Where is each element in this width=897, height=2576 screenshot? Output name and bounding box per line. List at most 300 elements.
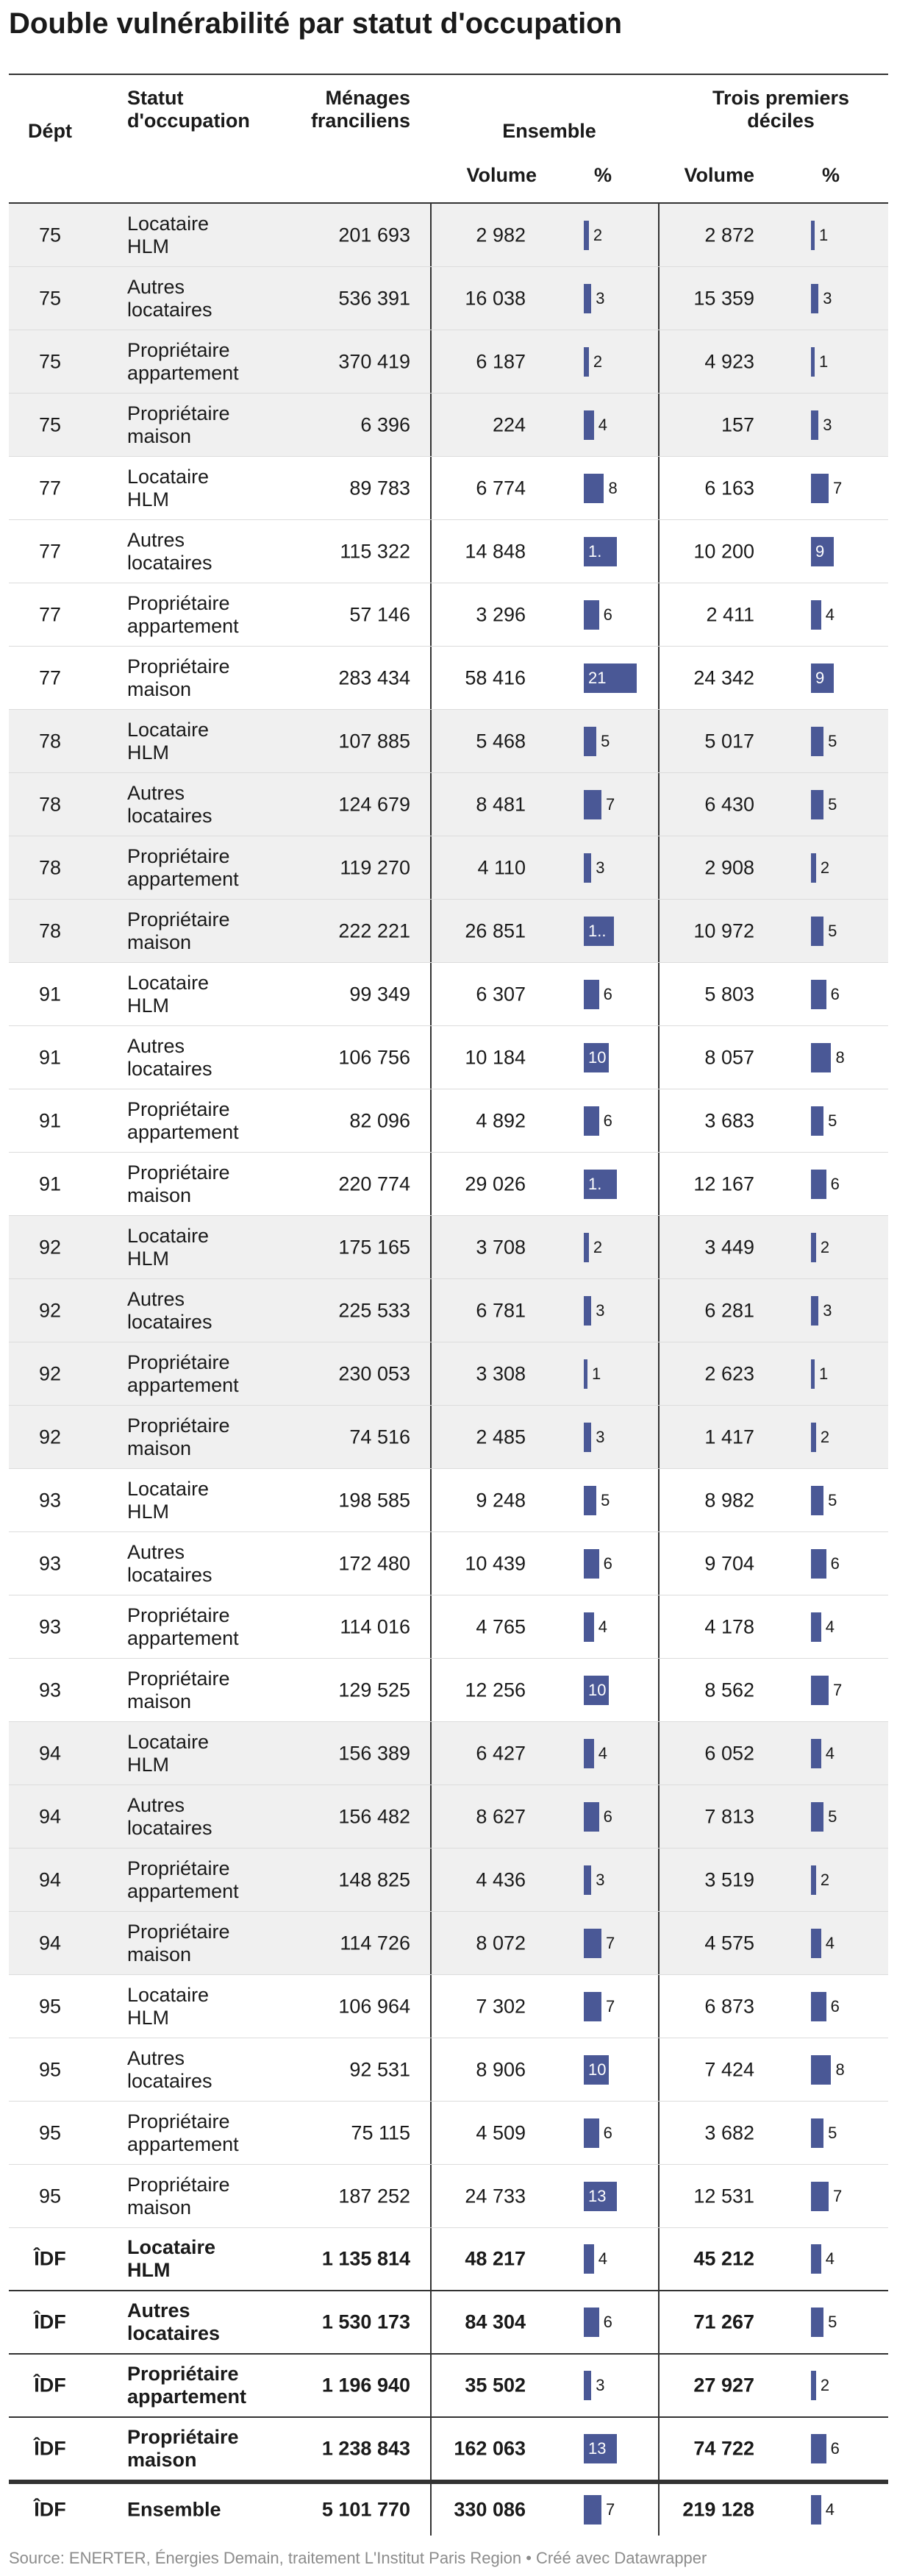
table-row <box>9 1849 888 1912</box>
pct-ensemble-label: 10 <box>588 2060 607 2079</box>
column-separator <box>430 1342 432 1405</box>
pct-deciles-bar <box>811 284 818 313</box>
pct-deciles-bar <box>811 1106 823 1136</box>
cell-statut-line: maison <box>127 677 192 700</box>
column-separator <box>430 520 432 583</box>
cell-statut-line: appartement <box>127 361 239 384</box>
cell-dept: ÎDF <box>34 2310 66 2333</box>
cell-dept: 78 <box>38 793 62 815</box>
column-separator <box>430 1153 432 1215</box>
pct-deciles-label: 4 <box>825 1617 835 1636</box>
column-separator <box>430 1912 432 1974</box>
cell-statut-line: Autres <box>127 1034 185 1057</box>
pct-deciles-bar <box>811 1865 816 1895</box>
table-row <box>9 1089 888 1153</box>
pct-deciles-bar <box>811 410 818 440</box>
column-separator <box>658 457 660 519</box>
cell-volume-ensemble: 84 304 <box>465 2310 526 2333</box>
cell-statut-line: HLM <box>127 2259 171 2281</box>
pct-deciles-bar <box>811 347 815 377</box>
cell-volume-ensemble: 5 468 <box>476 730 526 752</box>
cell-statut-line: Locataire <box>127 212 210 235</box>
cell-volume-deciles: 2 623 <box>704 1362 754 1384</box>
cell-volume-ensemble: 4 892 <box>476 1109 526 1131</box>
pct-ensemble-label: 3 <box>596 1301 605 1320</box>
cell-menages: 1 238 843 <box>321 2437 410 2460</box>
cell-statut-line: Propriétaire <box>127 1920 230 1943</box>
table-row <box>9 647 888 710</box>
pct-deciles-bar <box>811 2308 823 2337</box>
pct-deciles-label: 2 <box>820 1237 830 1256</box>
cell-volume-ensemble: 6 307 <box>476 983 526 1005</box>
cell-volume-deciles: 1 417 <box>704 1426 754 1448</box>
cell-volume-ensemble: 4 509 <box>476 2121 526 2143</box>
cell-statut-line: Autres <box>127 528 185 551</box>
column-separator <box>430 1469 432 1531</box>
pct-ensemble-label: 2 <box>593 1237 603 1256</box>
cell-dept: 93 <box>38 1489 62 1511</box>
cell-dept: 75 <box>38 287 62 309</box>
column-separator <box>430 2038 432 2101</box>
cell-statut-line: maison <box>127 424 192 447</box>
pct-ensemble-label: 7 <box>606 1996 615 2015</box>
pct-deciles-label: 9 <box>815 541 825 561</box>
cell-menages: 1 135 814 <box>321 2247 410 2270</box>
pct-ensemble-bar <box>584 1296 591 1326</box>
cell-dept: 75 <box>38 413 62 435</box>
column-separator <box>658 836 660 899</box>
column-separator <box>430 1089 432 1152</box>
table-body <box>9 204 888 2536</box>
pct-ensemble-bar <box>584 1106 599 1136</box>
cell-statut-line: maison <box>127 931 192 953</box>
pct-deciles-bar <box>811 1612 821 1642</box>
table-row <box>9 1406 888 1469</box>
cell-statut-line: Locataire <box>127 1224 210 1247</box>
cell-volume-ensemble: 48 217 <box>465 2247 526 2270</box>
cell-dept: 93 <box>38 1552 62 1574</box>
column-separator <box>658 1469 660 1531</box>
pct-deciles-label: 7 <box>833 478 843 497</box>
cell-menages: 89 783 <box>349 477 410 499</box>
cell-statut-line: maison <box>127 1690 192 1712</box>
cell-volume-ensemble: 224 <box>492 413 526 435</box>
pct-ensemble-bar <box>584 2371 591 2400</box>
header-statut <box>127 87 250 132</box>
pct-deciles-label: 5 <box>828 1490 837 1509</box>
cell-volume-deciles: 3 449 <box>704 1236 754 1258</box>
cell-volume-deciles: 2 908 <box>704 856 754 878</box>
cell-dept: 95 <box>38 2185 62 2207</box>
cell-dept: ÎDF <box>34 2374 66 2397</box>
cell-statut-line: Autres <box>127 2299 190 2321</box>
cell-dept: 77 <box>38 603 62 625</box>
cell-statut-line: appartement <box>127 1879 239 1902</box>
cell-menages: 114 726 <box>340 1932 410 1954</box>
cell-dept: 92 <box>38 1299 62 1321</box>
cell-statut-line: Locataire <box>127 2236 216 2258</box>
header-dept: Dépt <box>28 120 72 142</box>
cell-menages: 99 349 <box>349 983 410 1005</box>
cell-statut-line: Autres <box>127 1793 185 1816</box>
table-row <box>9 1785 888 1849</box>
cell-dept: 91 <box>38 1173 62 1195</box>
cell-menages: 283 434 <box>338 666 410 689</box>
cell-menages: 187 252 <box>338 2185 410 2207</box>
column-separator <box>658 1216 660 1278</box>
header-statut-line1: Statut <box>127 87 184 109</box>
column-separator <box>430 1026 432 1089</box>
pct-ensemble-label: 8 <box>608 478 618 497</box>
cell-statut-line: HLM <box>127 1247 170 1270</box>
column-separator <box>658 1849 660 1911</box>
column-separator <box>658 520 660 583</box>
pct-ensemble-label: 6 <box>603 984 612 1003</box>
cell-volume-ensemble: 8 627 <box>476 1805 526 1827</box>
cell-statut-line: HLM <box>127 994 170 1017</box>
pct-ensemble-bar <box>584 2244 594 2274</box>
cell-volume-ensemble: 10 184 <box>465 1046 526 1068</box>
table-row <box>9 2291 888 2355</box>
column-separator <box>430 204 432 266</box>
column-separator <box>658 773 660 836</box>
cell-statut-line: maison <box>127 1943 192 1965</box>
pct-deciles-bar <box>811 790 823 819</box>
cell-dept: 94 <box>38 1742 62 1764</box>
cell-volume-ensemble: 6 187 <box>476 350 526 372</box>
pct-ensemble-label: 1 <box>592 1364 601 1383</box>
pct-ensemble-bar <box>584 347 589 377</box>
pct-ensemble-bar <box>584 1486 596 1515</box>
table-row <box>9 1153 888 1216</box>
cell-volume-ensemble: 26 851 <box>465 919 526 942</box>
table-row <box>9 1279 888 1342</box>
cell-menages: 198 585 <box>338 1489 410 1511</box>
cell-dept: 78 <box>38 856 62 878</box>
cell-volume-ensemble: 8 072 <box>476 1932 526 1954</box>
cell-volume-ensemble: 6 427 <box>476 1742 526 1764</box>
pct-deciles-label: 1 <box>819 352 829 371</box>
pct-deciles-label: 8 <box>835 1047 845 1067</box>
pct-ensemble-bar <box>584 1739 594 1768</box>
header-menages-line1: Ménages <box>325 87 410 109</box>
cell-statut-line: HLM <box>127 741 170 764</box>
column-separator <box>658 1342 660 1405</box>
cell-statut-line: HLM <box>127 1500 170 1523</box>
cell-volume-deciles: 8 057 <box>704 1046 754 1068</box>
cell-menages: 74 516 <box>349 1426 410 1448</box>
pct-ensemble-label: 13 <box>588 2186 607 2205</box>
header-trois-line2: déciles <box>747 110 815 132</box>
pct-ensemble-label: 4 <box>598 1617 607 1636</box>
pct-deciles-label: 5 <box>828 2123 837 2142</box>
cell-volume-deciles: 219 128 <box>682 2498 754 2521</box>
header-menages <box>263 87 410 132</box>
cell-dept: 75 <box>38 350 62 372</box>
cell-statut-line: Propriétaire <box>127 338 230 361</box>
cell-menages: 230 053 <box>338 1362 410 1384</box>
pct-deciles-label: 2 <box>820 1870 830 1889</box>
column-separator <box>430 1849 432 1911</box>
column-separator <box>658 267 660 330</box>
pct-deciles-bar <box>811 2495 821 2525</box>
column-separator <box>430 267 432 330</box>
column-separator <box>430 647 432 709</box>
cell-volume-deciles: 24 342 <box>693 666 754 689</box>
cell-menages: 106 964 <box>338 1995 410 2017</box>
cell-dept: 95 <box>38 2121 62 2143</box>
pct-deciles-bar <box>811 1423 816 1452</box>
cell-menages: 222 221 <box>338 919 410 942</box>
pct-ensemble-label: 4 <box>598 1743 607 1762</box>
cell-statut-line: HLM <box>127 235 170 257</box>
pct-ensemble-label: 1. <box>588 1174 602 1193</box>
cell-statut-line: Propriétaire <box>127 1161 230 1184</box>
column-separator <box>430 836 432 899</box>
cell-statut-line: HLM <box>127 1753 170 1776</box>
column-separator <box>658 330 660 393</box>
table-row <box>9 1912 888 1975</box>
pct-deciles-bar <box>811 1929 821 1958</box>
cell-statut-line: Locataire <box>127 971 210 994</box>
column-separator <box>658 204 660 266</box>
pct-deciles-label: 3 <box>823 415 832 434</box>
cell-volume-deciles: 12 531 <box>693 2185 754 2207</box>
table-row <box>9 1216 888 1279</box>
cell-menages: 225 533 <box>338 1299 410 1321</box>
pct-deciles-label: 2 <box>820 2376 830 2394</box>
cell-statut-line: Propriétaire <box>127 908 230 931</box>
header-ensemble: Ensemble <box>502 120 596 142</box>
pct-ensemble-bar <box>584 980 599 1009</box>
cell-volume-ensemble: 58 416 <box>465 666 526 689</box>
cell-statut-line: Autres <box>127 1287 185 1310</box>
cell-menages: 107 885 <box>338 730 410 752</box>
pct-ensemble-label: 6 <box>603 2313 612 2331</box>
pct-deciles-label: 5 <box>828 921 837 940</box>
cell-volume-deciles: 12 167 <box>693 1173 754 1195</box>
cell-statut-line: locataires <box>127 298 212 321</box>
pct-deciles-label: 5 <box>828 1111 837 1130</box>
pct-deciles-label: 6 <box>830 2439 840 2458</box>
cell-statut-line: locataires <box>127 2069 212 2092</box>
cell-menages: 114 016 <box>340 1615 410 1637</box>
pct-deciles-bar <box>811 1739 821 1768</box>
column-separator <box>658 2291 660 2353</box>
cell-menages: 5 101 770 <box>321 2498 410 2521</box>
cell-volume-ensemble: 4 110 <box>477 856 526 878</box>
pct-deciles-label: 4 <box>825 2249 835 2268</box>
pct-ensemble-label: 4 <box>598 2249 607 2268</box>
pct-ensemble-bar <box>584 790 601 819</box>
cell-dept: 75 <box>38 224 62 246</box>
cell-volume-deciles: 10 972 <box>693 919 754 942</box>
header-volume-ensemble: Volume <box>466 164 537 186</box>
pct-ensemble-label: 1.. <box>588 921 607 940</box>
cell-statut-line: locataires <box>127 1816 212 1839</box>
column-separator <box>658 394 660 456</box>
pct-ensemble-label: 5 <box>601 731 610 750</box>
pct-deciles-bar <box>811 2371 816 2400</box>
pct-deciles-label: 5 <box>828 794 837 814</box>
column-separator <box>658 1279 660 1342</box>
column-separator <box>430 457 432 519</box>
pct-ensemble-label: 3 <box>596 1427 605 1446</box>
cell-dept: 91 <box>38 1046 62 1068</box>
cell-dept: 93 <box>38 1615 62 1637</box>
pct-deciles-bar <box>811 2118 823 2148</box>
pct-deciles-bar <box>811 221 815 250</box>
cell-volume-deciles: 3 519 <box>704 1868 754 1890</box>
pct-deciles-label: 6 <box>830 1174 840 1193</box>
column-separator <box>658 900 660 962</box>
pct-ensemble-label: 10 <box>588 1047 607 1067</box>
column-separator <box>658 1406 660 1468</box>
pct-deciles-label: 7 <box>833 1680 843 1699</box>
column-separator <box>658 1912 660 1974</box>
cell-volume-deciles: 4 575 <box>704 1932 754 1954</box>
cell-statut-line: Autres <box>127 2046 185 2069</box>
column-separator <box>658 2038 660 2101</box>
pct-ensemble-bar <box>584 1992 601 2021</box>
header-menages-line2: franciliens <box>310 110 410 132</box>
pct-deciles-bar <box>811 2055 831 2085</box>
column-separator <box>430 1279 432 1342</box>
cell-statut-line: maison <box>127 2196 192 2219</box>
table-row <box>9 330 888 394</box>
pct-ensemble-bar <box>584 1865 591 1895</box>
cell-statut-line: Propriétaire <box>127 1351 230 1373</box>
column-separator <box>430 773 432 836</box>
cell-menages: 201 693 <box>338 224 410 246</box>
pct-deciles-label: 8 <box>835 2060 845 2079</box>
cell-statut-line: Propriétaire <box>127 844 230 867</box>
cell-statut-line: Propriétaire <box>127 1414 230 1437</box>
table-row <box>9 710 888 773</box>
cell-menages: 156 389 <box>338 1742 410 1764</box>
column-separator <box>430 1216 432 1278</box>
table-row <box>9 1659 888 1722</box>
column-separator <box>658 1026 660 1089</box>
cell-statut-line: Propriétaire <box>127 2426 239 2448</box>
cell-statut-line: HLM <box>127 2006 170 2029</box>
cell-volume-deciles: 7 424 <box>704 2058 754 2080</box>
cell-volume-ensemble: 3 296 <box>476 603 526 625</box>
cell-statut-line: Locataire <box>127 1730 210 1753</box>
pct-deciles-label: 4 <box>825 605 835 624</box>
column-separator <box>430 900 432 962</box>
pct-ensemble-bar <box>584 410 594 440</box>
pct-ensemble-label: 7 <box>606 1933 615 1952</box>
column-separator <box>658 647 660 709</box>
pct-deciles-label: 3 <box>823 288 832 307</box>
cell-menages: 175 165 <box>338 1236 410 1258</box>
cell-dept: 92 <box>38 1236 62 1258</box>
cell-statut-line: Locataire <box>127 718 210 741</box>
table-row <box>9 583 888 647</box>
pct-ensemble-label: 7 <box>606 2500 615 2519</box>
cell-statut-line: maison <box>127 2449 197 2471</box>
table-row <box>9 1532 888 1595</box>
cell-dept: ÎDF <box>34 2437 66 2460</box>
cell-statut-line: Propriétaire <box>127 1857 230 1879</box>
table-row <box>9 1026 888 1089</box>
column-separator <box>430 2102 432 2164</box>
cell-volume-ensemble: 3 708 <box>476 1236 526 1258</box>
cell-statut-line: appartement <box>127 867 239 890</box>
cell-dept: 92 <box>38 1426 62 1448</box>
cell-statut-line: Propriétaire <box>127 655 230 677</box>
cell-menages: 220 774 <box>338 1173 410 1195</box>
pct-ensemble-bar <box>584 1233 589 1262</box>
cell-statut-line: Propriétaire <box>127 2173 230 2196</box>
cell-volume-deciles: 3 683 <box>704 1109 754 1131</box>
pct-deciles-bar <box>811 1676 829 1705</box>
pct-ensemble-label: 2 <box>593 352 603 371</box>
pct-ensemble-bar <box>584 1549 599 1579</box>
table-row <box>9 1469 888 1532</box>
cell-dept: 91 <box>38 983 62 1005</box>
pct-deciles-bar <box>811 1233 816 1262</box>
cell-dept: 77 <box>38 540 62 562</box>
pct-ensemble-label: 6 <box>603 605 612 624</box>
cell-statut-line: Autres <box>127 781 185 804</box>
column-separator <box>658 1722 660 1785</box>
pct-ensemble-label: 6 <box>603 2123 612 2142</box>
cell-volume-deciles: 6 052 <box>704 1742 754 1764</box>
column-separator <box>658 1532 660 1595</box>
pct-deciles-label: 1 <box>819 225 829 244</box>
cell-volume-deciles: 3 682 <box>704 2121 754 2143</box>
source-note: Source: ENERTER, Énergies Demain, traitement L'Institut Paris Region • Créé avec Datawrapper <box>9 2549 707 2567</box>
cell-volume-ensemble: 4 436 <box>476 1868 526 1890</box>
cell-volume-ensemble: 2 485 <box>476 1426 526 1448</box>
table-row <box>9 900 888 963</box>
column-separator <box>658 2102 660 2164</box>
cell-statut-line: Propriétaire <box>127 2363 239 2385</box>
cell-dept: 77 <box>38 477 62 499</box>
cell-statut-line: locataires <box>127 1563 212 1586</box>
cell-dept: 93 <box>38 1679 62 1701</box>
cell-volume-ensemble: 24 733 <box>465 2185 526 2207</box>
column-separator <box>658 2418 660 2480</box>
column-separator <box>658 2228 660 2290</box>
pct-ensemble-label: 10 <box>588 1680 607 1699</box>
pct-deciles-bar <box>811 1549 826 1579</box>
cell-menages: 106 756 <box>338 1046 410 1068</box>
pct-ensemble-label: 4 <box>598 415 607 434</box>
column-separator <box>430 1659 432 1721</box>
cell-volume-ensemble: 14 848 <box>465 540 526 562</box>
cell-volume-ensemble: 35 502 <box>465 2374 526 2397</box>
cell-statut-line: Propriétaire <box>127 1667 230 1690</box>
cell-statut-line: locataires <box>127 1310 212 1333</box>
pct-deciles-bar <box>811 1296 818 1326</box>
pct-ensemble-label: 3 <box>596 1870 605 1889</box>
cell-volume-ensemble: 10 439 <box>465 1552 526 1574</box>
pct-ensemble-bar <box>584 2495 601 2525</box>
pct-deciles-bar <box>811 1043 831 1072</box>
pct-deciles-bar <box>811 2434 826 2463</box>
table-row <box>9 2228 888 2291</box>
column-separator <box>658 710 660 772</box>
cell-statut-line: Propriétaire <box>127 2110 230 2132</box>
cell-volume-ensemble: 3 308 <box>476 1362 526 1384</box>
cell-menages: 1 196 940 <box>321 2374 410 2397</box>
table-row <box>9 2165 888 2228</box>
cell-statut-line: locataires <box>127 2322 221 2344</box>
pct-deciles-label: 5 <box>828 2313 837 2331</box>
